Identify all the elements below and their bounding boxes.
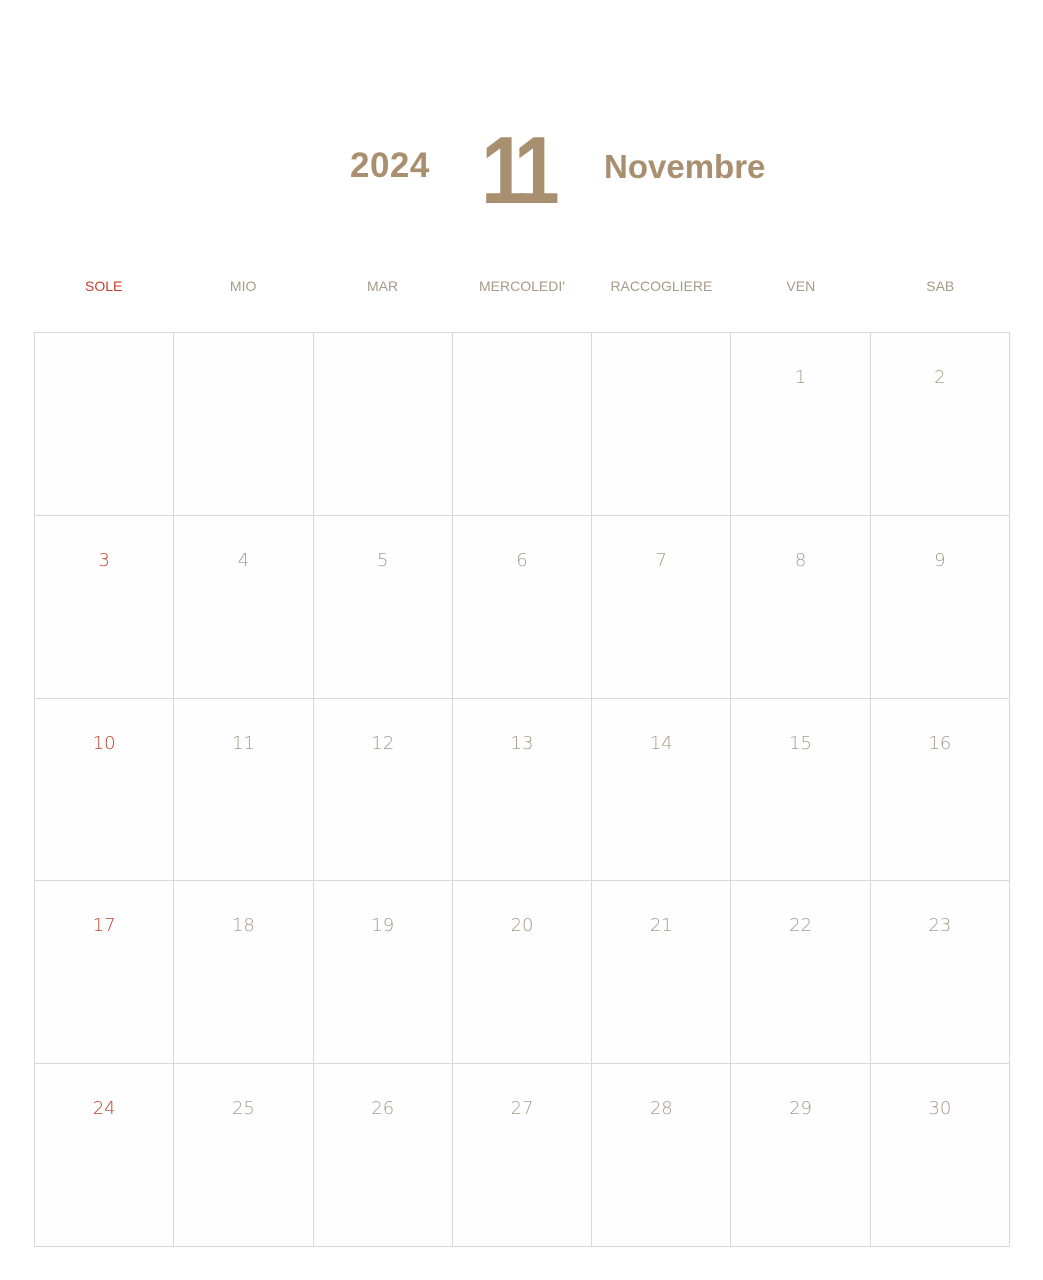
day-number: 15 — [789, 732, 813, 754]
day-cell — [453, 699, 592, 882]
day-cell — [174, 1064, 313, 1247]
day-number: 11 — [231, 732, 255, 754]
day-cell — [731, 516, 870, 699]
day-number: 2 — [934, 367, 946, 388]
day-number: 13 — [510, 732, 534, 754]
day-cell — [871, 881, 1010, 1064]
day-number: 9 — [934, 549, 946, 571]
day-number: 22 — [789, 915, 813, 937]
day-number: 25 — [231, 1098, 255, 1120]
day-number: 26 — [371, 1098, 395, 1120]
day-number: 19 — [371, 915, 395, 937]
weekday-header-row — [34, 276, 1010, 296]
day-cell — [174, 516, 313, 699]
day-cell — [731, 1064, 870, 1247]
day-cell — [871, 333, 1010, 516]
day-number: 18 — [231, 915, 255, 937]
day-cell — [314, 516, 453, 699]
weekday-label-sunday: SOLE — [85, 278, 123, 294]
weekday-label-thursday: RACCOGLIERE — [610, 278, 713, 294]
day-cell — [35, 333, 174, 516]
day-cell — [35, 699, 174, 882]
day-number: 3 — [98, 549, 110, 571]
weekday-label-monday: MIO — [229, 278, 257, 294]
day-number: 23 — [928, 915, 952, 937]
weekday-label-tuesday: MAR — [366, 278, 399, 294]
day-number: 6 — [516, 549, 528, 571]
day-number: 21 — [649, 915, 673, 937]
day-cell — [453, 881, 592, 1064]
day-cell — [731, 333, 870, 516]
day-cell — [871, 699, 1010, 882]
day-cell — [731, 881, 870, 1064]
day-cell — [592, 881, 731, 1064]
day-number: 5 — [376, 549, 389, 571]
weekday-label-friday: VEN — [786, 278, 816, 294]
day-number: 24 — [92, 1098, 116, 1120]
day-cell — [871, 1064, 1010, 1247]
day-number: 29 — [789, 1098, 813, 1120]
day-cell — [592, 333, 731, 516]
day-cell — [35, 1064, 174, 1247]
day-cell — [453, 516, 592, 699]
day-cell — [174, 699, 313, 882]
day-number: 27 — [510, 1098, 534, 1120]
day-cell — [314, 699, 453, 882]
day-cell — [871, 516, 1010, 699]
day-number: 16 — [928, 732, 952, 754]
day-number: 8 — [794, 549, 807, 571]
day-cell — [592, 516, 731, 699]
weekday-label-wednesday: MERCOLEDI' — [479, 278, 565, 294]
day-cell — [592, 1064, 731, 1247]
day-cell — [453, 1064, 592, 1247]
weekday-label-saturday: SAB — [926, 278, 955, 294]
day-cell — [174, 881, 313, 1064]
day-cell — [453, 333, 592, 516]
day-number: 20 — [510, 915, 534, 937]
day-cell — [35, 881, 174, 1064]
day-number: 12 — [371, 732, 395, 754]
day-number: 1 — [794, 367, 807, 388]
day-cell — [592, 699, 731, 882]
day-cell — [35, 516, 174, 699]
day-number: 17 — [92, 915, 116, 937]
day-number: 28 — [649, 1098, 673, 1120]
calendar-header — [0, 0, 1043, 240]
calendar-grid — [34, 332, 1010, 1247]
day-number: 30 — [928, 1098, 952, 1120]
day-number: 10 — [92, 732, 116, 754]
day-cell — [174, 333, 313, 516]
day-cell — [314, 881, 453, 1064]
day-cell — [314, 1064, 453, 1247]
month-name: Novembre — [604, 148, 766, 185]
month-number: 11 — [481, 117, 552, 224]
day-number: 14 — [649, 732, 673, 754]
day-cell — [314, 333, 453, 516]
year-label: 2024 — [350, 146, 430, 185]
day-number: 4 — [237, 549, 250, 571]
day-number: 7 — [655, 549, 667, 571]
day-cell — [731, 699, 870, 882]
